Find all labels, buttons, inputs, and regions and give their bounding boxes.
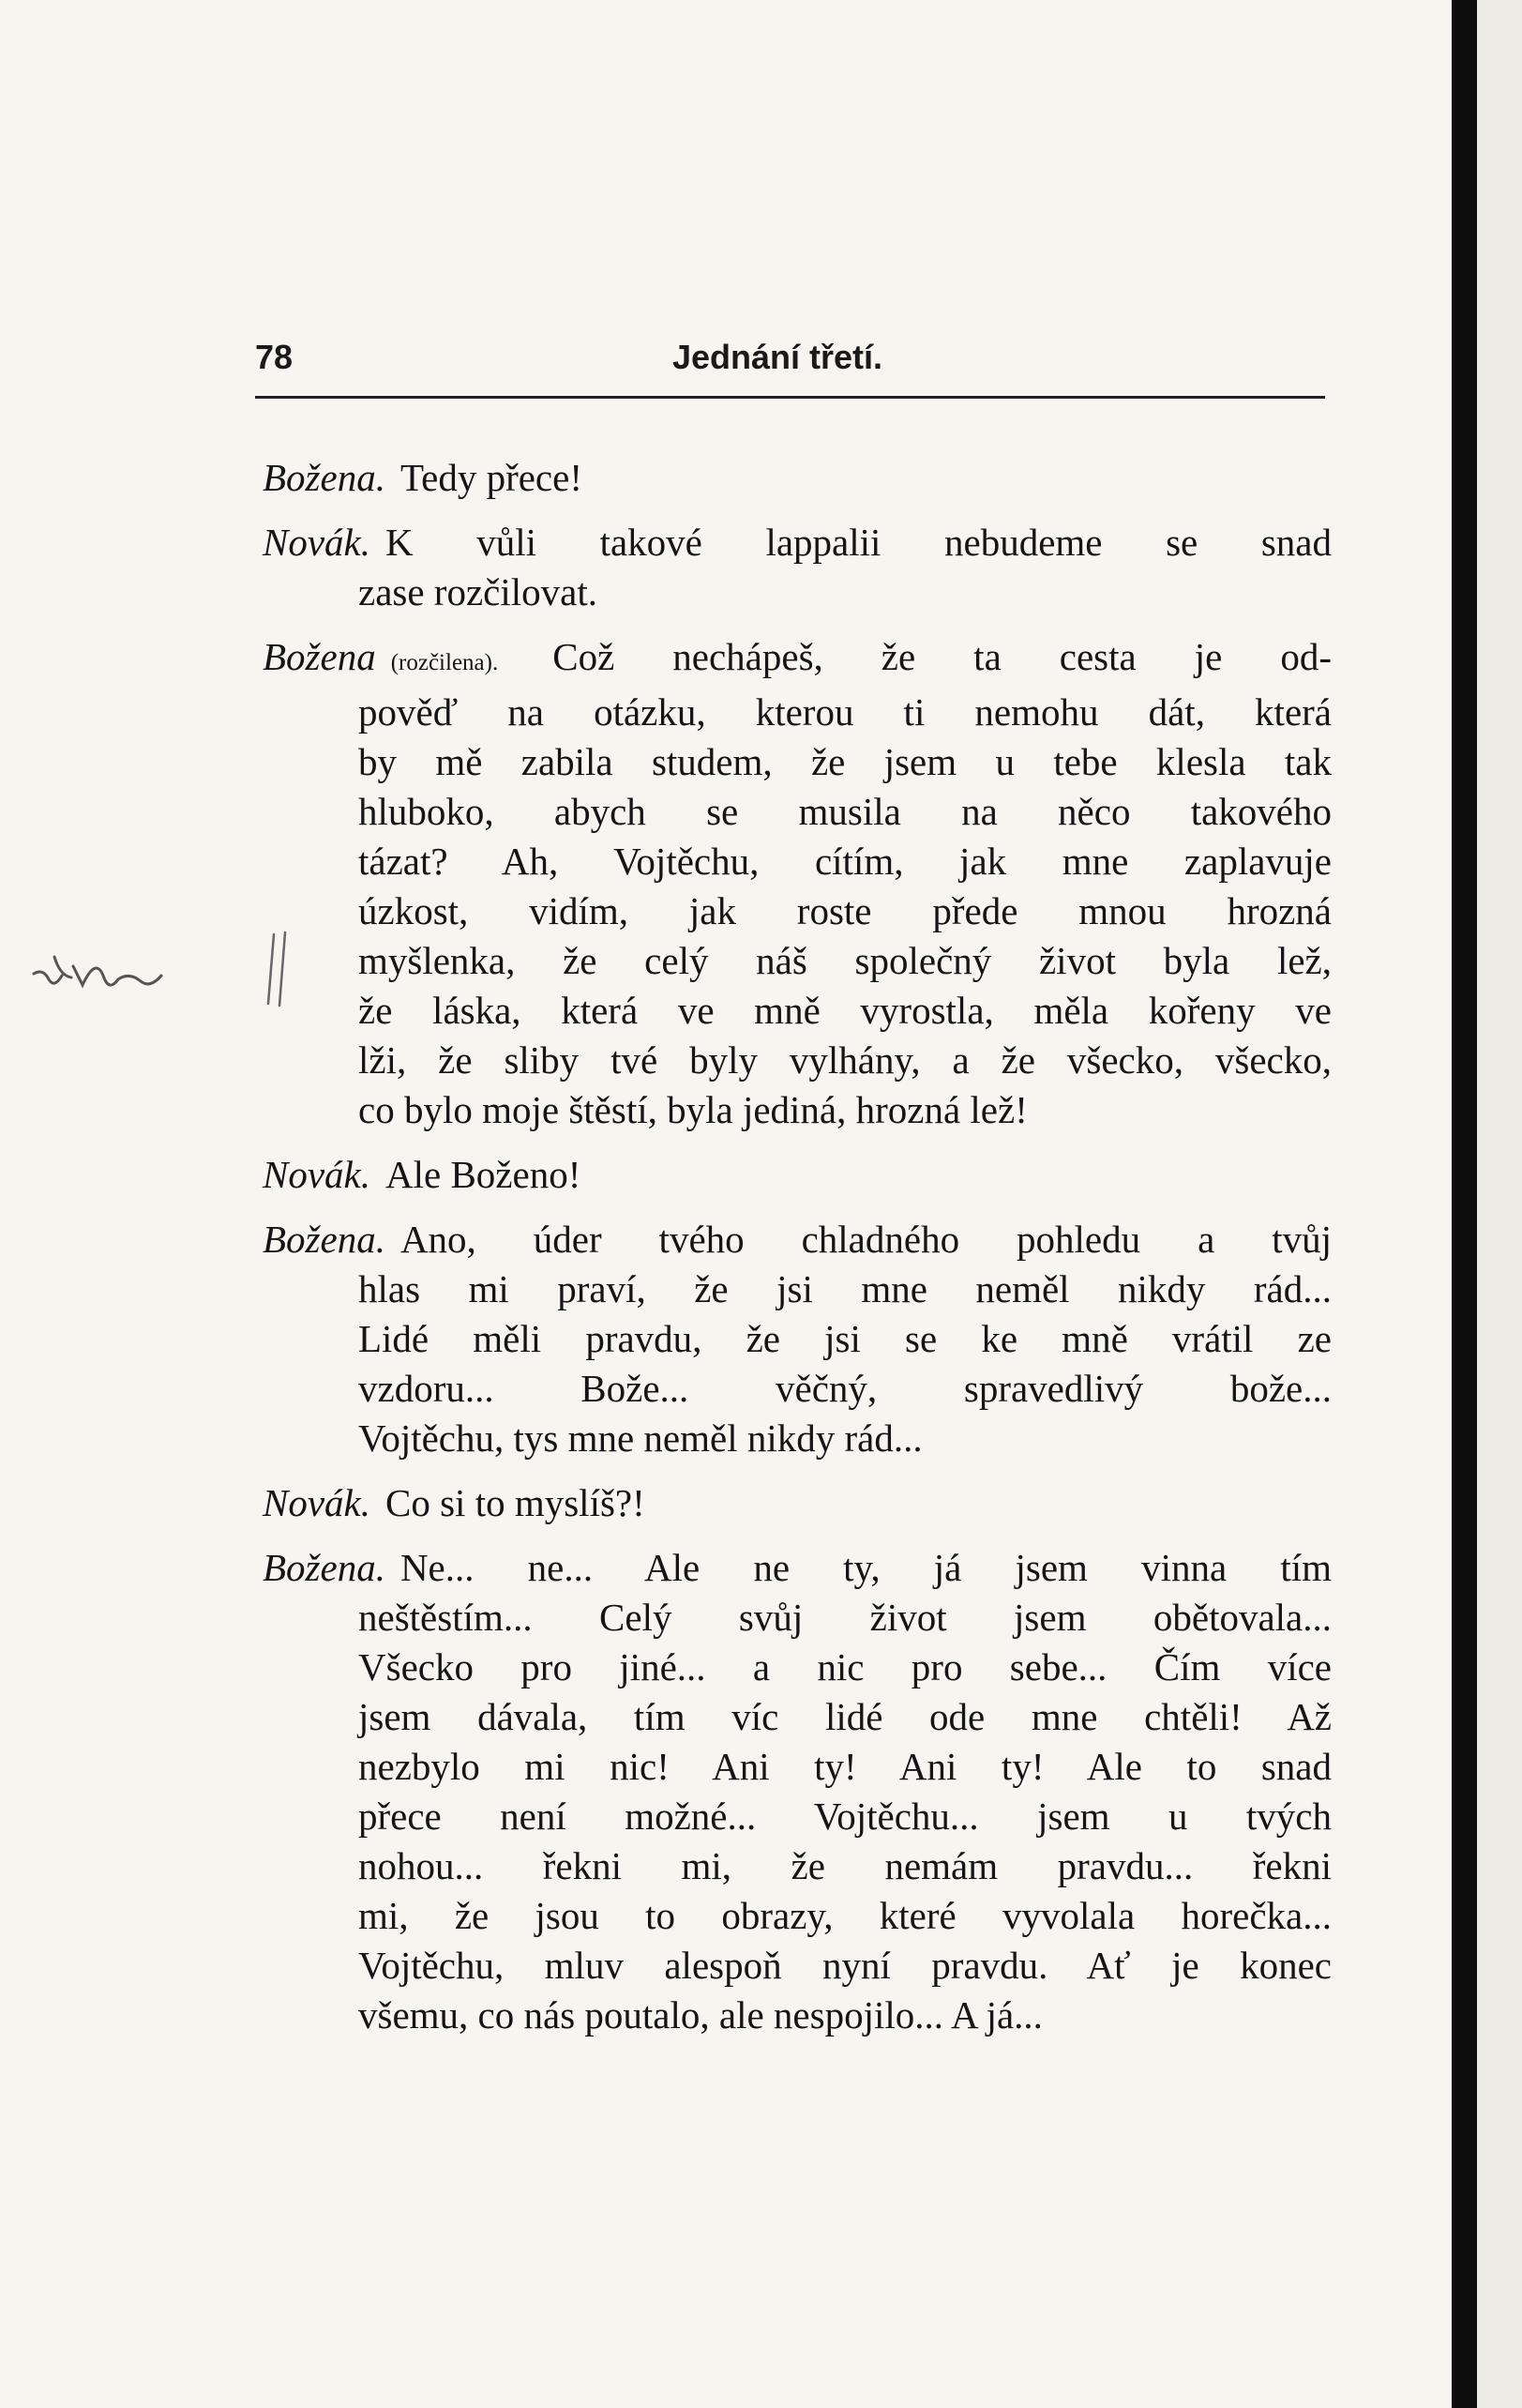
speech-block	[263, 632, 1332, 1135]
text-line	[263, 1543, 1332, 1593]
speech-block	[263, 453, 1332, 503]
speech-block	[263, 1150, 1332, 1200]
text-line	[263, 1792, 1332, 1841]
line-text: Co si to myslíš?!	[385, 1481, 645, 1524]
stage-direction: (rozčilena).	[390, 650, 553, 675]
text-line	[263, 1991, 1332, 2040]
line-text: vzdoru... Bože... věčný, spravedlivý bože...	[358, 1367, 1332, 1410]
text-line	[263, 1692, 1332, 1742]
line-text: Vojtěchu, tys mne neměl nikdy rád...	[358, 1416, 923, 1460]
text-line	[263, 936, 1332, 986]
header-rule	[255, 396, 1325, 399]
text-line	[263, 1036, 1332, 1085]
text-line	[263, 1265, 1332, 1314]
line-text: zase rozčilovat.	[358, 570, 597, 613]
line-text: že láska, která ve mně vyrostla, měla kořeny ve	[358, 989, 1332, 1032]
line-text: všemu, co nás poutalo, ale nespojilo... A já...	[358, 1993, 1043, 2037]
line-text: neštěstím... Celý svůj život jsem obětovala...	[358, 1596, 1332, 1639]
speech-block	[263, 1478, 1332, 1528]
text-line	[263, 1742, 1332, 1792]
line-text: Ne... ne... Ale ne ty, já jsem vinna tím	[399, 1546, 1332, 1589]
text-line	[263, 1414, 1332, 1463]
speaker-name: Božena.	[263, 456, 385, 499]
speaker-name: Novák.	[263, 1153, 370, 1196]
line-text: nezbylo mi nic! Ani ty! Ani ty! Ale to snad	[358, 1745, 1332, 1788]
text-line	[263, 1150, 1332, 1200]
line-text: by mě zabila studem, že jsem u tebe klesla tak	[358, 740, 1332, 783]
text-line	[263, 1643, 1332, 1692]
page-number: 78	[255, 338, 294, 376]
line-text: Všecko pro jiné... a nic pro sebe... Čím více	[358, 1645, 1332, 1689]
text-line	[263, 1215, 1332, 1265]
adjacent-page-edge	[1477, 0, 1522, 2408]
speaker-name: Božena.	[263, 1218, 385, 1261]
text-line	[263, 1314, 1332, 1364]
text-line	[263, 1941, 1332, 1991]
text-line	[263, 632, 1332, 688]
text-line	[263, 1593, 1332, 1643]
line-text: Což nechápeš, že ta cesta je od-	[552, 635, 1332, 678]
line-text: nohou... řekni mi, že nemám pravdu... řekni	[358, 1844, 1332, 1887]
text-line	[263, 986, 1332, 1036]
text-line	[263, 886, 1332, 936]
handwritten-margin-mark	[261, 929, 298, 1013]
text-line	[263, 787, 1332, 837]
line-text: tázat? Ah, Vojtěchu, cítím, jak mne zaplavuje	[358, 840, 1332, 883]
line-text: Ano, úder tvého chladného pohledu a tvůj	[399, 1218, 1332, 1261]
speech-block	[263, 1543, 1332, 2040]
line-text: hlas mi praví, že jsi mne neměl nikdy rád...	[358, 1267, 1332, 1310]
speaker-name: Božena	[263, 635, 376, 678]
line-text: Vojtěchu, mluv alespoň nyní pravdu. Ať je konec	[358, 1944, 1332, 1987]
line-text: Tedy přece!	[399, 456, 582, 499]
line-text: mi, že jsou to obrazy, které vyvolala horečka...	[358, 1894, 1332, 1937]
text-line	[263, 1478, 1332, 1528]
dialogue-body	[263, 453, 1332, 2055]
speaker-name: Božena.	[263, 1546, 385, 1589]
text-line	[263, 1085, 1332, 1135]
text-line	[263, 568, 1332, 617]
text-line	[263, 1841, 1332, 1891]
text-line	[263, 453, 1332, 503]
line-text: myšlenka, že celý náš společný život byla lež,	[358, 939, 1332, 982]
line-text: co bylo moje štěstí, byla jediná, hrozná lež!	[358, 1088, 1028, 1131]
line-text: Lidé měli pravdu, že jsi se ke mně vrátil ze	[358, 1317, 1332, 1360]
line-text: K vůli takové lappalii nebudeme se snad	[385, 521, 1332, 564]
text-line	[263, 518, 1332, 568]
line-text: lži, že sliby tvé byly vylhány, a že všecko, všecko,	[358, 1038, 1332, 1082]
line-text: pověď na otázku, kterou ti nemohu dát, která	[358, 690, 1332, 734]
line-text: přece není možné... Vojtěchu... jsem u tvých	[358, 1795, 1332, 1838]
handwritten-margin-note	[26, 929, 233, 1041]
line-text: jsem dávala, tím víc lidé ode mne chtěli! Až	[358, 1695, 1332, 1738]
speech-block	[263, 1215, 1332, 1463]
line-text: Ale Boženo!	[385, 1153, 581, 1196]
text-line	[263, 737, 1332, 787]
text-line	[263, 1364, 1332, 1414]
page-header	[255, 338, 1324, 394]
text-line	[263, 837, 1332, 886]
text-line	[263, 688, 1332, 737]
book-spine-shadow	[1452, 0, 1477, 2408]
text-line	[263, 1891, 1332, 1941]
speaker-name: Novák.	[263, 521, 370, 564]
line-text: hluboko, abych se musila na něco takového	[358, 790, 1332, 833]
speech-block	[263, 518, 1332, 617]
running-title: Jednání třetí.	[672, 338, 883, 376]
speaker-name: Novák.	[263, 1481, 370, 1524]
line-text: úzkost, vidím, jak roste přede mnou hrozná	[358, 889, 1332, 932]
